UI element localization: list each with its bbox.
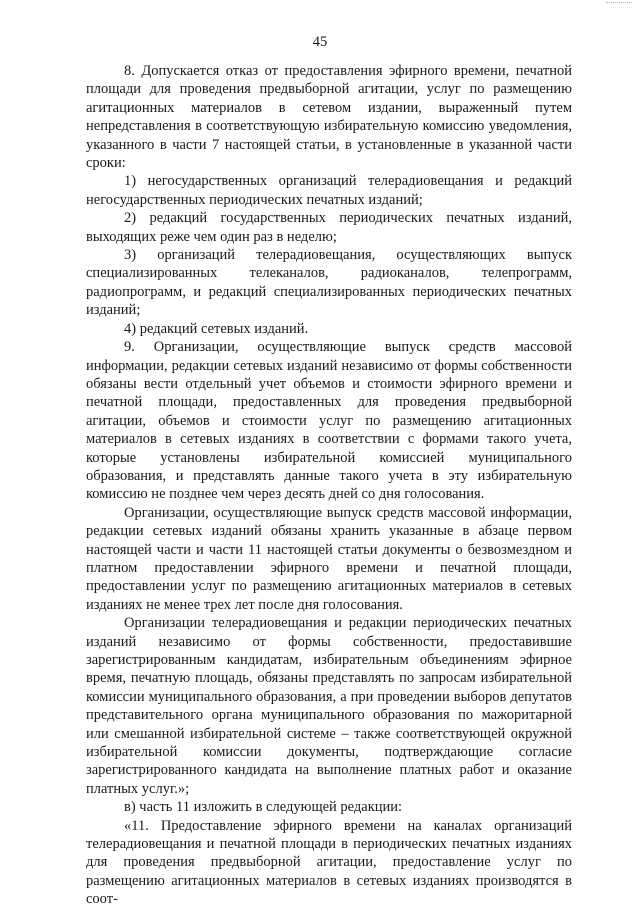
paragraph-9: 9. Организации, осуществляющие выпуск средств массовой информации, редакции сетевых изданий независимо от формы собственности обязаны вести отдельный учет объемов и стоимости эфирного времени и печатной площади, предоставленных для проведения предвыборной агитации, объемов и стоимости услуг по размещению агитационных материалов в сетевых изданиях в соответствии с формами такого учета, которые установлены избирательной комиссией муниципального образования, и представлять данные такого учета в эту избирательную комиссию не позднее чем через десять дней со дня голосования.: [86, 339, 572, 503]
paragraph-9-requests: Организации телерадиовещания и редакции периодических печатных изданий независимо от формы собственности, предоставившие зарегистрированным кандидатам, избирательным объединениям эфирное время, печатную площадь, обязаны представлять по запросам избирательной комиссии муниципального образования, а при проведении выборов депутатов представительного органа муниципального образования по мажоритарной или смешанной избирательной системе – также соответствующей окружной избирательной комиссии документы, подтверждающие согласие зарегистрированного кандидата на выполнение платных работ и оказание платных услуг.»;: [86, 615, 572, 797]
paragraph-8: 8. Допускается отказ от предоставления эфирного времени, печатной площади для проведения предвыборной агитации, услуг по размещению агитационных материалов в сетевом издании, выраженный путем непредставления в соответствующую избирательную комиссию уведомления, указанного в части 7 настоящей статьи, в установленные в указанной части сроки:: [86, 63, 572, 172]
document-body: [86, 62, 572, 909]
list-item-2: 2) редакций государственных периодических печатных изданий, выходящих реже чем один раз в неделю;: [86, 210, 572, 245]
scan-artifact: [606, 2, 632, 9]
list-item-1: 1) негосударственных организаций телерадиовещания и редакций негосударственных периодических печатных изданий;: [86, 173, 572, 208]
list-item-3: 3) организаций телерадиовещания, осуществляющих выпуск специализированных телеканалов, радиоканалов, телепрограмм, радиопрограмм, и редакций специализированных периодических печатных изданий;: [86, 247, 572, 319]
page-number: 45: [312, 34, 328, 50]
amendment-intro: в) часть 11 изложить в следующей редакции:: [124, 799, 403, 816]
list-item-4: 4) редакций сетевых изданий.: [124, 320, 309, 337]
paragraph-9-storage: Организации, осуществляющие выпуск средств массовой информации, редакции сетевых изданий обязаны хранить указанные в абзаце первом настоящей части и части 11 настоящей статьи документы о безвозмездном и платном предоставлении эфирного времени и печатной площади, предоставлении услуг по размещению агитационных материалов в сетевых изданиях не менее трех лет после дня голосования.: [86, 504, 572, 613]
paragraph-11: «11. Предоставление эфирного времени на каналах организаций телерадиовещания и печатной площади в периодических печатных изданиях для проведения предвыборной агитации, предоставление услуг по размещению агитационных материалов в сетевых изданиях производятся в соот-: [86, 817, 572, 908]
